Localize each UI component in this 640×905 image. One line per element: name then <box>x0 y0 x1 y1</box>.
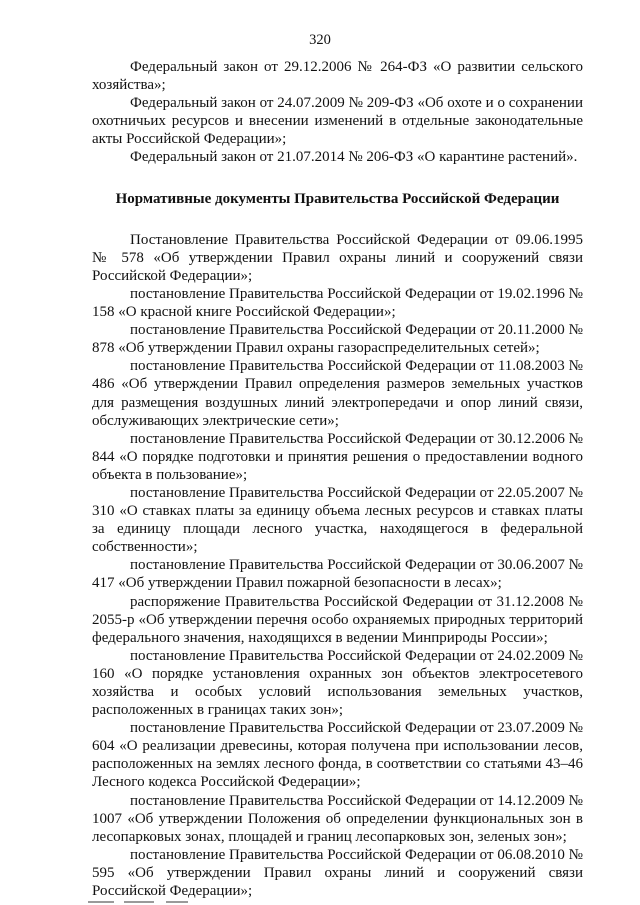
law-paragraph: Федеральный закон от 29.12.2006 № 264-ФЗ «О развитии сельского хозяйства»; <box>92 59 583 94</box>
government-document-paragraph: Постановление Правительства Российской Федерации от 09.06.1995 № 578 «Об утверждении Правил охраны линий и сооружений связи Российской Федерации»; <box>92 231 583 284</box>
law-paragraph: Федеральный закон от 24.07.2009 № 209-ФЗ «Об охоте и о сохранении охотничьих ресурсов и внесении изменений в отдельные законодательные акты Российской Федерации»; <box>92 95 583 148</box>
government-document-paragraph: постановление Правительства Российской Федерации от 19.02.1996 № 158 «О красной книге Российской Федерации»; <box>92 285 583 321</box>
government-document-paragraph: постановление Правительства Российской Федерации от 30.12.2006 № 844 «О порядке подготовки и принятия решения о предоставлении водного объекта в пользование»; <box>92 430 583 483</box>
document-body <box>92 58 583 900</box>
government-document-paragraph: постановление Правительства Российской Федерации от 24.02.2009 № 160 «О порядке установления охранных зон объектов электросетевого хозяйства и особых условий использования земельных участков, расположенных в границах таких зон»; <box>92 647 583 719</box>
government-document-paragraph: постановление Правительства Российской Федерации от 06.08.2010 № 595 «Об утверждении Правил охраны линий и сооружений связи Российской Федерации»; <box>92 846 583 900</box>
government-document-paragraph: постановление Правительства Российской Федерации от 30.06.2007 № 417 «Об утверждении Правил пожарной безопасности в лесах»; <box>92 557 583 592</box>
scan-mark <box>88 901 114 903</box>
law-paragraph: Федеральный закон от 21.07.2014 № 206-ФЗ «О карантине растений». <box>130 149 578 166</box>
government-document-paragraph: постановление Правительства Российской Федерации от 11.08.2003 № 486 «Об утверждении Правил определения размеров земельных участков для размещения воздушных линий электропередачи и опор линий связи, обслуживающих электрические сети»; <box>92 358 583 429</box>
government-document-paragraph: распоряжение Правительства Российской Федерации от 31.12.2008 № 2055-р «Об утверждении перечня особо охраняемых природных территорий федерального значения, находящихся в ведении Минприроды России»; <box>92 593 583 646</box>
page-number: 320 <box>309 32 331 48</box>
scan-mark <box>124 901 154 903</box>
section-heading: Нормативные документы Правительства Российской Федерации <box>115 190 560 207</box>
scan-mark <box>166 901 188 903</box>
government-document-paragraph: постановление Правительства Российской Федерации от 14.12.2009 № 1007 «Об утверждении Положения об определении функциональных зон в лесопарковых зонах, площадей и границ лесопарковых зон, зеленых зон»; <box>92 792 583 845</box>
scan-edge-marks <box>0 893 640 905</box>
government-document-paragraph: постановление Правительства Российской Федерации от 22.05.2007 № 310 «О ставках платы за единицу объема лесных ресурсов и ставках платы за единицу площади лесного участка, находящегося в федеральной собственности»; <box>92 484 583 556</box>
government-document-paragraph: постановление Правительства Российской Федерации от 23.07.2009 № 604 «О реализации древесины, которая получена при использовании лесов, расположенных на землях лесного фонда, в соответствии со статьями 43–46 Лесного кодекса Российской Федерации»; <box>92 720 583 791</box>
government-document-paragraph: постановление Правительства Российской Федерации от 20.11.2000 № 878 «Об утверждении Правил охраны газораспределительных сетей»; <box>92 322 583 357</box>
